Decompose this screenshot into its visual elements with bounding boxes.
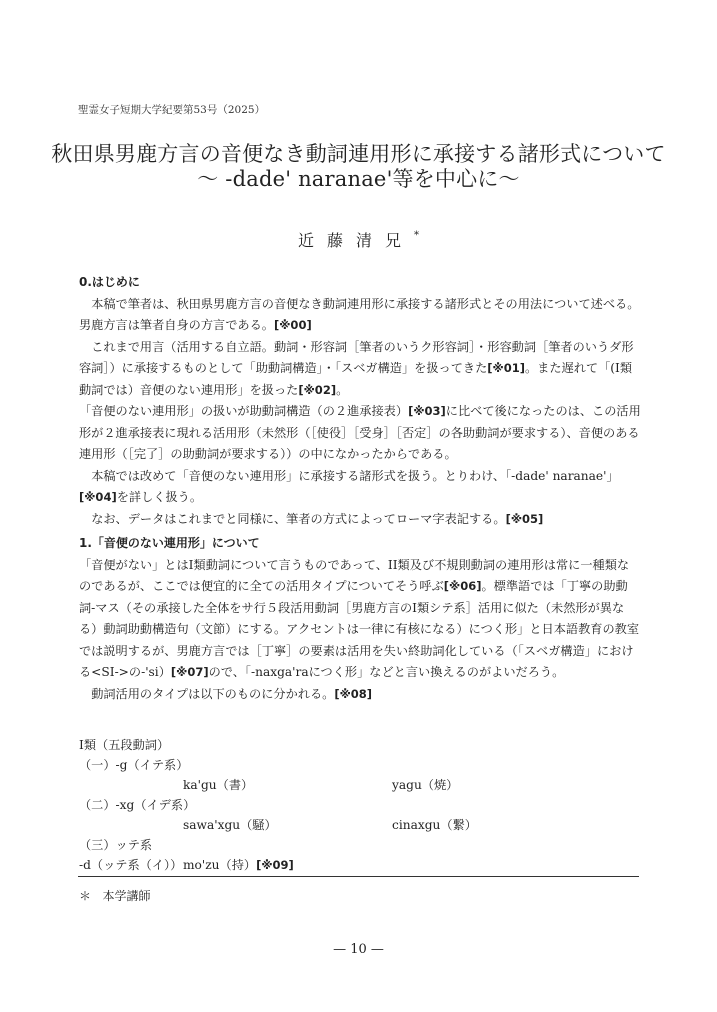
paragraph-text: 動詞活用のタイプは以下のものに分かれる。 [91,686,335,701]
reference-marker: [※00] [274,318,312,332]
verb-class-list [79,735,641,875]
journal-header: 聖霊女子短期大学紀要第53号（2025） [78,104,266,116]
paragraph-text: 。標準語では「丁寧の助動詞-マス（その承接した全体をサ行５段活用動詞［男鹿方言のI類シテ系］活用に似た（未然形が異なる）動詞助動構造句（文節）にする。アクセントは一律に有核になる）につく形」と日本語教育の教室では説明するが、男鹿方言では［丁寧］の要素は活用を失い終助詞化している（「スベガ構造」における<SI->の-'si） [79,579,640,679]
paragraph-text: 。 [336,382,349,397]
list-item [79,755,641,775]
reference-marker: [※04] [79,490,117,504]
paragraph [79,555,641,684]
group-label: （二）-xg（イデ系） [79,798,196,812]
paragraph-text: 「音便がない」とはI類動詞について言うものであって、II類及び不規則動詞の連用形は常に一種類なのであるが、ここでは便宜的に全ての活用タイプについてそう呼ぶ [79,557,630,593]
list-item [79,815,641,835]
reference-marker: [※07] [170,665,209,679]
example-verb-with-ref [183,855,294,877]
group-label: -d（ッテ系（イ）） [79,858,183,872]
author-footnote-mark: * [414,229,419,241]
group-label: （一）-g（イテ系） [79,758,189,772]
paragraph [79,509,641,531]
paper-title: 秋田県男鹿方言の音便なき動詞連用形に承接する諸形式について [51,142,666,166]
paper-subtitle: 〜 -dade' naranae'等を中心に〜 [197,167,520,191]
section-heading: 0.はじめに [79,275,140,289]
paragraph-text: なお、データはこれまでと同様に、筆者の方式によってローマ字表記する。 [91,511,506,526]
section-heading: 1.「音便のない連用形」について [79,536,260,550]
paragraph [79,401,641,466]
reference-marker: [※03] [408,404,446,418]
reference-marker: [※05] [505,511,544,526]
verb-class-label: I類（五段動詞） [79,738,170,752]
list-item [79,835,641,855]
reference-marker: [※06] [443,579,482,593]
paragraph [79,684,641,706]
list-item [79,775,641,795]
paragraph-text: これまで用言（活用する自立語。動詞・形容詞［筆者のいうク形容詞］・形容動詞［筆者のいうダ形容詞］）に承接するものとして「助動詞構造」・「スベガ構造」を扱ってきた [79,339,634,375]
example-verb: yagu（焼） [392,778,459,792]
paragraph-text: 本稿で筆者は、秋田県男鹿方言の音便なき動詞連用形に承接する諸形式とその用法について述べる。男鹿方言は筆者自身の方言である。 [79,296,640,332]
paragraph-text: 。また遅れて「(I類動詞では）音便のない連用形」を扱った [79,361,633,397]
reference-marker: [※08] [334,686,373,701]
paragraph [79,466,641,509]
author-name: 近藤清兄 [297,231,414,250]
group-label: （三）ッテ系 [79,838,153,852]
page-number: — 10 — [333,942,384,957]
reference-marker: [※09] [256,858,294,872]
footnote-text: 本学講師 [102,889,151,903]
author-line [0,228,717,251]
example-verb: sawa'xgu（騒） [183,818,277,832]
paragraph-text: を詳しく扱う。 [116,490,203,504]
paragraph [79,337,641,402]
list-item [79,795,641,815]
footnote-divider [78,876,639,877]
list-item [79,855,641,875]
section-1 [79,533,641,705]
list-item [79,735,641,755]
paragraph-text: に比べて後になったのは、この活用形が２進承接表に現れる活用形（未然形（［使役］［受身］［否定］の各助動詞が要求する）、音便のある連用形（［完了］の助動詞が要求する））の中になかったからである。 [79,404,641,461]
paragraph [79,294,641,337]
paragraph-text: ので、「-naxga'raにつく形」などと言い換えるのがよいだろう。 [208,665,565,679]
paragraph-text: 本稿では改めて「音便のない連用形」に承接する諸形式を扱う。とりわけ、「-dade' naranae'」 [91,468,619,483]
reference-marker: [※01] [487,361,525,375]
paragraph-text: 「音便のない連用形」の扱いが助動詞構造（の２進承接表） [79,404,409,418]
example-verb: cinaxgu（繋） [392,818,477,832]
footnote [79,887,150,904]
example-verb: ka'gu（書） [183,778,254,792]
section-introduction [79,272,641,530]
footnote-mark: ＊ [79,889,92,903]
reference-marker: [※02] [298,382,337,397]
example-verb: mo'zu（持） [183,858,257,872]
